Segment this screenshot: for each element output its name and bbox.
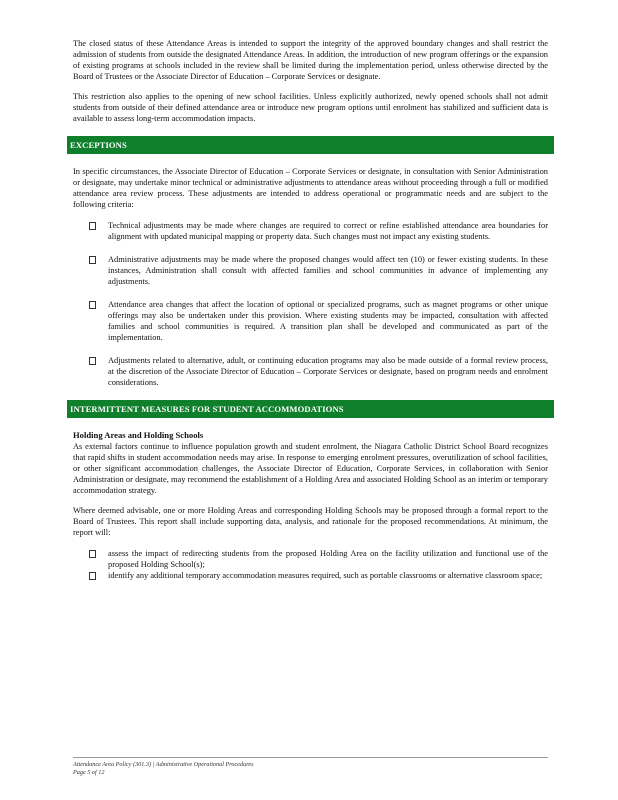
holding-paragraph-2: Where deemed advisable, one or more Holding Areas and corresponding Holding Schools may be proposed through a formal report to the Board of Trustees. This report shall include supporting data, analysis, and rationale for the proposed recommendations. At minimum, the report will:	[73, 506, 548, 537]
intro-paragraph-1: The closed status of these Attendance Areas is intended to support the integrity of the approved boundary changes and shall restrict the admission of students from outside the designated Attendance Areas. In addition, the introduction of new program offerings or the expansion of existing programs at schools included in the review shall be limited during the implementation period, unless otherwise directed by the Board of Trustees or the Associate Director of Education – Corporate Services or designate.	[73, 39, 548, 81]
footer-page-number: Page 5 of 12	[73, 769, 105, 776]
bullet-icon	[89, 222, 96, 230]
report-requirements-list	[73, 548, 548, 581]
holding-areas-subheading: Holding Areas and Holding Schools	[73, 430, 204, 440]
list-item: Adjustments related to alternative, adult, or continuing education programs may also be made outside of a formal review process, at the discretion of the Associate Director of Education – Corporate Services or designate, based on program needs and enrolment considerations.	[73, 355, 548, 388]
holding-paragraph-1: As external factors continue to influence population growth and student enrolment, the Niagara Catholic District School Board recognizes that rapid shifts in student accommodation needs may arise. In response to emerging enrolment pressures, overutilization of school facilities, or other significant accommodation challenges, the Associate Director of Education, Corporate Services, in collaboration with Senior Administration or designate, may recommend the establishment of a Holding Area and associated Holding School as an interim or temporary accommodation strategy.	[73, 442, 548, 495]
footer-policy-title: Attendance Area Policy (301.3) | Administrative Operational Procedures	[73, 761, 254, 768]
exceptions-heading: EXCEPTIONS	[67, 136, 554, 154]
intro-paragraph-2: This restriction also applies to the opening of new school facilities. Unless explicitly authorized, newly opened schools shall not admit students from outside of their defined attendance area or introduce new program options until enrolment has stabilized and sufficient data is available to assess long-term accommodation impacts.	[73, 92, 548, 123]
list-item: Administrative adjustments may be made where the proposed changes would affect ten (10) or fewer existing students. In these instances, Administration shall consult with affected families and school communities in advance of implementing any adjustments.	[73, 254, 548, 287]
bullet-icon	[89, 357, 96, 365]
bullet-icon	[89, 256, 96, 264]
list-item: assess the impact of redirecting students from the proposed Holding Area on the facility utilization and functional use of the proposed Holding School(s);	[73, 548, 548, 570]
exceptions-intro: In specific circumstances, the Associate Director of Education – Corporate Services or designate, in consultation with Senior Administration or designate, may undertake minor technical or administrative adjustments to attendance areas without proceeding through a full or modified attendance area review process. These adjustments are intended to address operational or programmatic needs and are subject to the following criteria:	[73, 167, 548, 209]
policy-page	[70, 38, 548, 581]
bullet-icon	[89, 301, 96, 309]
list-item: Technical adjustments may be made where changes are required to correct or refine established attendance area boundaries for alignment with updated municipal mapping or property data. Such changes must not impact any existing students.	[73, 220, 548, 242]
list-item: identify any additional temporary accommodation measures required, such as portable classrooms or alternative classroom space;	[73, 570, 548, 581]
bullet-icon	[89, 572, 96, 580]
list-item: Attendance area changes that affect the location of optional or specialized programs, such as magnet programs or other unique offerings may also be undertaken under this provision. Where existing students may be impacted, consultation with affected families and school communities is required. A transition plan shall be developed and communicated as part of the implementation.	[73, 299, 548, 343]
intermittent-measures-heading: INTERMITTENT MEASURES FOR STUDENT ACCOMMODATIONS	[67, 400, 554, 418]
page-footer	[73, 757, 548, 777]
bullet-icon	[89, 550, 96, 558]
exceptions-list	[73, 220, 548, 388]
